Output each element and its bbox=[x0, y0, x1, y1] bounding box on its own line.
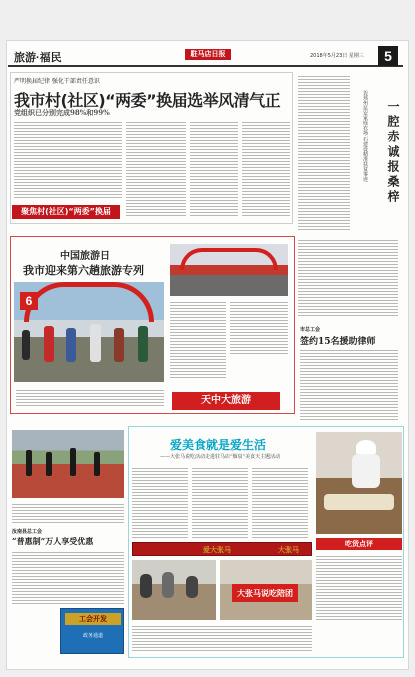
union-ad bbox=[60, 608, 124, 654]
text-block bbox=[190, 120, 238, 218]
dining-photo bbox=[132, 560, 216, 620]
tourism-title: 中国旅游日 bbox=[60, 251, 110, 262]
tourism-banner: 天中大旅游 bbox=[172, 392, 280, 410]
section-banner: 聚焦村(社区)“两委”换届 bbox=[12, 205, 120, 219]
text-block bbox=[170, 300, 226, 380]
text-block bbox=[126, 120, 186, 218]
bottom-kicker: 汝南县总工会 bbox=[12, 529, 43, 535]
tourism-subtitle: 我市迎来第六趟旅游专列 bbox=[23, 264, 144, 277]
union-kicker: 市总工会 bbox=[300, 327, 321, 333]
text-block bbox=[252, 466, 308, 538]
issue-date: 2018年5月23日 星期三 bbox=[310, 53, 364, 59]
side-title: 一腔赤诚报桑梓 bbox=[386, 100, 400, 205]
top-headline: 我市村(社区)“两委”换届选举风清气正 bbox=[14, 91, 281, 110]
text-block bbox=[230, 300, 288, 356]
food-headline: 爱美食就是爱生活 bbox=[170, 438, 267, 452]
text-block bbox=[298, 74, 350, 232]
text-block bbox=[14, 120, 122, 198]
slogan-right: 大张马 bbox=[278, 545, 299, 554]
text-block bbox=[12, 550, 124, 606]
food-review-title: 吃货点评 bbox=[316, 538, 402, 550]
text-block bbox=[300, 348, 398, 420]
photo-number: 6 bbox=[20, 292, 38, 310]
text-block bbox=[242, 120, 290, 218]
text-block bbox=[298, 238, 398, 318]
food-slogan-bar bbox=[132, 542, 312, 556]
text-block bbox=[316, 554, 402, 620]
bottom-headline: “普惠制”万人享受优惠 bbox=[12, 536, 94, 546]
side-subtitle: 访郑州昆安家庭农场·石建设精准扶贫事迹 bbox=[362, 90, 368, 182]
text-block bbox=[132, 466, 188, 538]
union-headline: 签约15名援助律师 bbox=[300, 337, 376, 347]
page-number: 5 bbox=[378, 46, 398, 66]
text-block bbox=[132, 624, 312, 652]
sports-photo bbox=[12, 430, 124, 498]
photo-caption bbox=[12, 502, 124, 524]
chef-photo bbox=[316, 432, 402, 534]
food-subline: ——大张马说吃活动走进驻马店“烟泉”美食天主题活动 bbox=[160, 454, 281, 460]
ad-line-1: 工会开发 bbox=[65, 613, 121, 625]
newspaper-logo: 駐马店日报 bbox=[185, 49, 231, 60]
tourism-photo bbox=[14, 282, 164, 382]
slogan-left: 爱大张马 bbox=[203, 545, 231, 554]
top-subline: 党组织已分别完成98%和99% bbox=[14, 108, 110, 117]
group-sign: 大张马说吃陪团 bbox=[232, 584, 298, 602]
group-photo bbox=[220, 560, 312, 620]
top-kicker: 严明换届纪律 强化干部责任意识 bbox=[14, 78, 100, 85]
section-title: 旅游·福民 bbox=[14, 52, 62, 64]
ad-line-2: 政务通道 bbox=[82, 633, 103, 639]
text-block bbox=[192, 466, 248, 538]
train-station-photo bbox=[170, 244, 288, 296]
photo-caption bbox=[16, 388, 164, 406]
